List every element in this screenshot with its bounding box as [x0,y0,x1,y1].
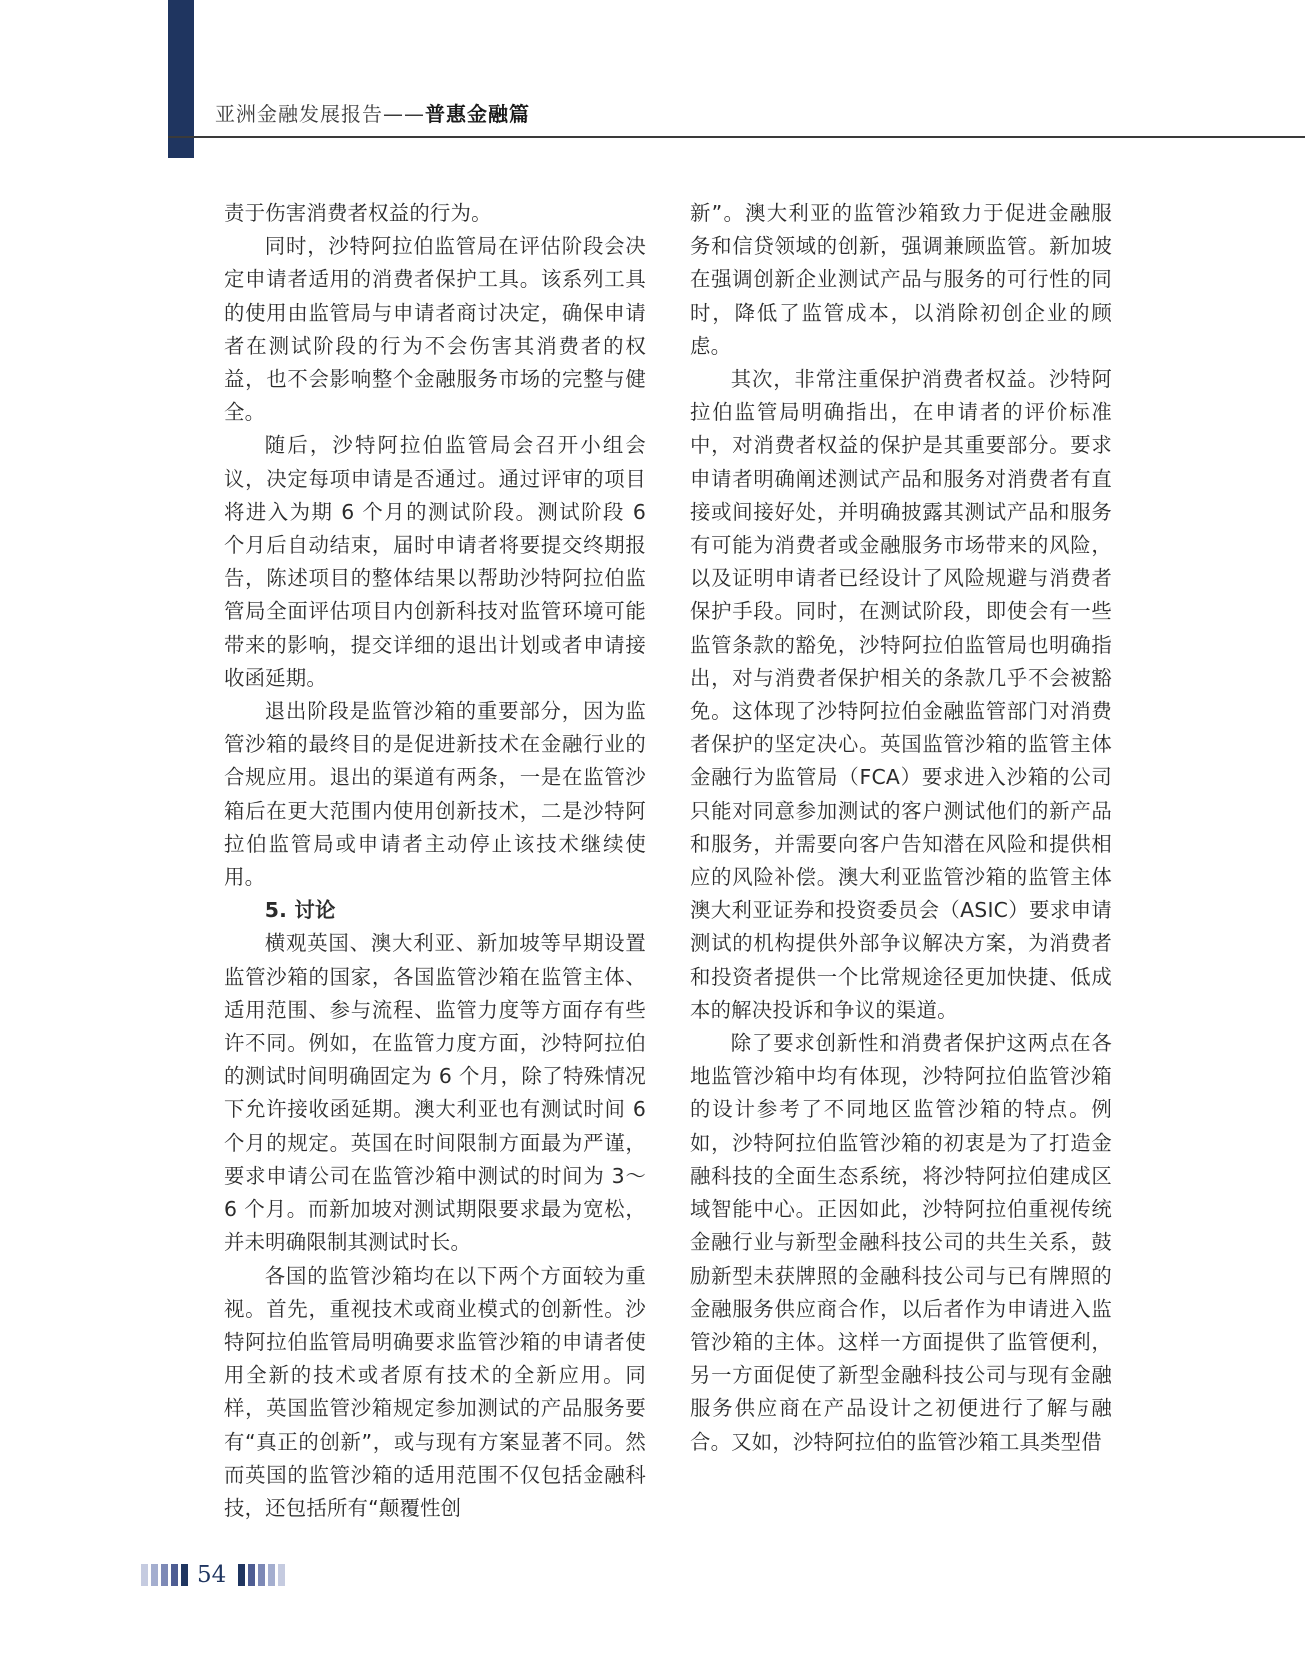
paragraph: 随后，沙特阿拉伯监管局会召开小组会议，决定每项申请是否通过。通过评审的项目将进入为期 6 个月的测试阶段。测试阶段 6 个月后自动结束，届时申请者将要提交终期报告，陈述项目的整体结果以帮助沙特阿拉伯监管局全面评估项目内创新科技对监管环境可能带来的影响，提交详细的退出计划或者申请接收函延期。 [224,433,646,690]
footer-bar [258,1564,265,1586]
footer-bar [151,1564,158,1586]
section-heading: 5. 讨论 [264,898,336,923]
page-footer [141,1560,288,1590]
paragraph: 退出阶段是监管沙箱的重要部分，因为监管沙箱的最终目的是促进新技术在金融行业的合规应用。退出的渠道有两条，一是在监管沙箱后在更大范围内使用创新技术，二是沙特阿拉伯监管局或申请者主动停止该技术继续使用。 [224,699,646,890]
paragraph: 各国的监管沙箱均在以下两个方面较为重视。首先，重视技术或商业模式的创新性。沙特阿拉伯监管局明确要求监管沙箱的申请者使用全新的技术或者原有技术的全新应用。同样，英国监管沙箱规定参加测试的产品服务要有“真正的创新”，或与现有方案显著不同。然而英国的监管沙箱的适用范围不仅包括金融科技，还包括所有“颠覆性创 [224,1263,646,1520]
left-column [224,197,646,1525]
series-title: 亚洲金融发展报告—— [215,102,425,126]
footer-bar [268,1564,275,1586]
footer-bars-right [238,1563,288,1587]
footer-bar [161,1564,168,1586]
page-number: 54 [197,1562,227,1588]
volume-title: 普惠金融篇 [425,102,530,126]
running-head [215,98,530,126]
right-column [690,197,1112,1459]
footer-bar [171,1564,178,1586]
header-accent-bar [168,0,194,158]
footer-bar [248,1564,255,1586]
paragraph: 其次，非常注重保护消费者权益。沙特阿拉伯监管局明确指出，在申请者的评价标准中，对消费者权益的保护是其重要部分。要求申请者明确阐述测试产品和服务对消费者有直接或间接好处，并明确披露其测试产品和服务有可能为消费者或金融服务市场带来的风险，以及证明申请者已经设计了风险规避与消费者保护手段。同时，在测试阶段，即使会有一些监管条款的豁免，沙特阿拉伯监管局也明确指出，对与消费者保护相关的条款几乎不会被豁免。这体现了沙特阿拉伯金融监管部门对消费者保护的坚定决心。英国监管沙箱的监管主体金融行为监管局（FCA）要求进入沙箱的公司只能对同意参加测试的客户测试他们的新产品和服务，并需要向客户告知潜在风险和提供相应的风险补偿。澳大利亚监管沙箱的监管主体澳大利亚证券和投资委员会（ASIC）要求申请测试的机构提供外部争议解决方案，为消费者和投资者提供一个比常规途径更加快捷、低成本的解决投诉和争议的渠道。 [690,367,1112,1022]
footer-bar [238,1564,245,1586]
footer-bars-left [141,1563,191,1587]
paragraph: 责于伤害消费者权益的行为。 [224,201,492,225]
paragraph: 同时，沙特阿拉伯监管局在评估阶段会决定申请者适用的消费者保护工具。该系列工具的使用由监管局与申请者商讨决定，确保申请者在测试阶段的行为不会伤害其消费者的权益，也不会影响整个金融服务市场的完整与健全。 [224,234,646,425]
footer-bar [278,1564,285,1586]
paragraph: 横观英国、澳大利亚、新加坡等早期设置监管沙箱的国家，各国监管沙箱在监管主体、适用范围、参与流程、监管力度等方面存有些许不同。例如，在监管力度方面，沙特阿拉伯的测试时间明确固定为 6 个月，除了特殊情况下允许接收函延期。澳大利亚也有测试时间 6 个月的规定。英国在时间限制方面最为严谨，要求申请公司在监管沙箱中测试的时间为 3～6 个月。而新加坡对测试期限要求最为宽松，并未明确限制其测试时长。 [224,931,646,1255]
paragraph: 除了要求创新性和消费者保护这两点在各地监管沙箱中均有体现，沙特阿拉伯监管沙箱的设计参考了不同地区监管沙箱的特点。例如，沙特阿拉伯监管沙箱的初衷是为了打造金融科技的全面生态系统，将沙特阿拉伯建成区域智能中心。正因如此，沙特阿拉伯重视传统金融行业与新型金融科技公司的共生关系，鼓励新型未获牌照的金融科技公司与已有牌照的金融服务供应商合作，以后者作为申请进入监管沙箱的主体。这样一方面提供了监管便利，另一方面促使了新型金融科技公司与现有金融服务供应商在产品设计之初便进行了解与融合。又如，沙特阿拉伯的监管沙箱工具类型借 [690,1031,1112,1454]
footer-bar [141,1564,148,1586]
footer-bar [181,1564,188,1586]
paragraph: 新”。澳大利亚的监管沙箱致力于促进金融服务和信贷领域的创新，强调兼顾监管。新加坡在强调创新企业测试产品与服务的可行性的同时，降低了监管成本，以消除初创企业的顾虑。 [690,201,1112,358]
header-rule [168,136,1305,138]
